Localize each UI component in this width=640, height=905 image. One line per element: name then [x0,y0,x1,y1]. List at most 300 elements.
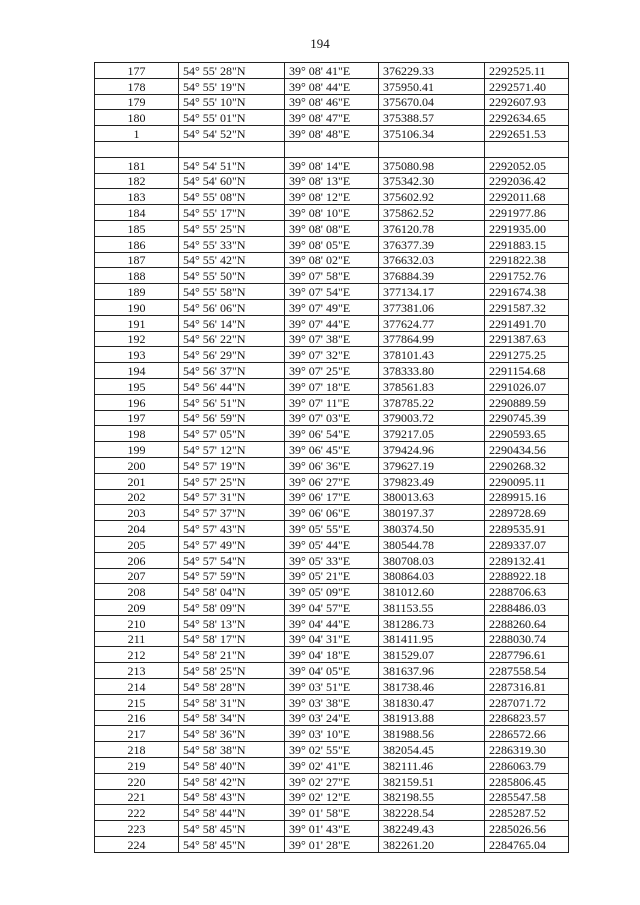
longitude-cell: 39° 02' 12"E [285,789,379,805]
point-number-cell: 199 [95,442,179,458]
longitude-cell: 39° 05' 55"E [285,521,379,537]
longitude-cell: 39° 08' 13"E [285,173,379,189]
table-row [95,363,569,379]
x-coordinate-cell: 376229.33 [379,63,485,79]
y-coordinate-cell: 2286319.30 [485,742,569,758]
x-coordinate-cell: 379424.96 [379,442,485,458]
table-row [95,252,569,268]
x-coordinate-cell: 377624.77 [379,315,485,331]
point-number-cell: 185 [95,220,179,236]
point-number-cell: 184 [95,205,179,221]
longitude-cell: 39° 07' 25"E [285,363,379,379]
x-coordinate-cell: 375670.04 [379,94,485,110]
table-row [95,173,569,189]
longitude-cell: 39° 04' 05"E [285,663,379,679]
latitude-cell: 54° 55' 08"N [179,189,285,205]
y-coordinate-cell: 2291587.32 [485,299,569,315]
point-number-cell: 190 [95,299,179,315]
point-number-cell: 186 [95,236,179,252]
point-number-cell: 193 [95,347,179,363]
x-coordinate-cell: 382228.54 [379,805,485,821]
point-number-cell: 182 [95,173,179,189]
x-coordinate-cell: 379003.72 [379,410,485,426]
latitude-cell: 54° 58' 36"N [179,726,285,742]
longitude-cell: 39° 07' 44"E [285,315,379,331]
table-row [95,663,569,679]
point-number-cell: 197 [95,410,179,426]
latitude-cell: 54° 58' 45"N [179,821,285,837]
table-row [95,63,569,79]
x-coordinate-cell: 378561.83 [379,378,485,394]
y-coordinate-cell: 2290095.11 [485,473,569,489]
y-coordinate-cell: 2291154.68 [485,363,569,379]
point-number-cell: 178 [95,78,179,94]
longitude-cell: 39° 08' 48"E [285,126,379,142]
table-row [95,189,569,205]
point-number-cell: 212 [95,647,179,663]
x-coordinate-cell: 376632.03 [379,252,485,268]
table-row [95,378,569,394]
x-coordinate-cell: 382159.51 [379,773,485,789]
latitude-cell: 54° 56' 29"N [179,347,285,363]
y-coordinate-cell: 2291822.38 [485,252,569,268]
x-coordinate-cell: 380864.03 [379,568,485,584]
y-coordinate-cell: 2290889.59 [485,394,569,410]
x-coordinate-cell: 379627.19 [379,457,485,473]
latitude-cell: 54° 57' 59"N [179,568,285,584]
x-coordinate-cell: 381153.55 [379,600,485,616]
latitude-cell: 54° 56' 06"N [179,299,285,315]
longitude-cell: 39° 03' 10"E [285,726,379,742]
x-coordinate-cell: 381830.47 [379,694,485,710]
table-row [95,536,569,552]
x-coordinate-cell: 377134.17 [379,284,485,300]
y-coordinate-cell: 2286063.79 [485,758,569,774]
longitude-cell: 39° 07' 54"E [285,284,379,300]
point-number-cell: 206 [95,552,179,568]
longitude-cell: 39° 06' 27"E [285,473,379,489]
y-coordinate-cell: 2291977.86 [485,205,569,221]
point-number-cell: 196 [95,394,179,410]
longitude-cell: 39° 07' 38"E [285,331,379,347]
longitude-cell: 39° 01' 28"E [285,837,379,853]
table-row [95,758,569,774]
point-number-cell: 214 [95,679,179,695]
x-coordinate-cell: 381913.88 [379,710,485,726]
table-row [95,694,569,710]
latitude-cell: 54° 57' 19"N [179,457,285,473]
latitude-cell [179,141,285,157]
y-coordinate-cell: 2290434.56 [485,442,569,458]
latitude-cell: 54° 58' 13"N [179,615,285,631]
x-coordinate-cell: 375602.92 [379,189,485,205]
point-number-cell [95,141,179,157]
y-coordinate-cell: 2291883.15 [485,236,569,252]
y-coordinate-cell: 2285287.52 [485,805,569,821]
y-coordinate-cell: 2291935.00 [485,220,569,236]
latitude-cell: 54° 54' 52"N [179,126,285,142]
longitude-cell: 39° 07' 32"E [285,347,379,363]
latitude-cell: 54° 56' 37"N [179,363,285,379]
point-number-cell: 181 [95,157,179,173]
y-coordinate-cell: 2287558.54 [485,663,569,679]
table-row [95,126,569,142]
longitude-cell: 39° 08' 41"E [285,63,379,79]
point-number-cell: 198 [95,426,179,442]
y-coordinate-cell: 2288706.63 [485,584,569,600]
y-coordinate-cell: 2292634.65 [485,110,569,126]
longitude-cell: 39° 02' 41"E [285,758,379,774]
table-row [95,631,569,647]
table-row [95,647,569,663]
table-row [95,679,569,695]
x-coordinate-cell: 380197.37 [379,505,485,521]
longitude-cell: 39° 06' 45"E [285,442,379,458]
table-row [95,299,569,315]
x-coordinate-cell: 380708.03 [379,552,485,568]
longitude-cell: 39° 05' 33"E [285,552,379,568]
table-row [95,505,569,521]
latitude-cell: 54° 55' 42"N [179,252,285,268]
y-coordinate-cell: 2288030.74 [485,631,569,647]
table-row [95,284,569,300]
longitude-cell: 39° 05' 44"E [285,536,379,552]
point-number-cell: 1 [95,126,179,142]
table-row [95,457,569,473]
latitude-cell: 54° 56' 51"N [179,394,285,410]
x-coordinate-cell: 377381.06 [379,299,485,315]
longitude-cell: 39° 04' 18"E [285,647,379,663]
y-coordinate-cell: 2292607.93 [485,94,569,110]
point-number-cell: 211 [95,631,179,647]
x-coordinate-cell: 382249.43 [379,821,485,837]
table-row [95,331,569,347]
table-row [95,789,569,805]
x-coordinate-cell: 375950.41 [379,78,485,94]
y-coordinate-cell: 2291674.38 [485,284,569,300]
table-row [95,110,569,126]
point-number-cell: 217 [95,726,179,742]
longitude-cell: 39° 07' 03"E [285,410,379,426]
table-row [95,426,569,442]
point-number-cell: 223 [95,821,179,837]
table-row [95,220,569,236]
y-coordinate-cell: 2292052.05 [485,157,569,173]
point-number-cell: 179 [95,94,179,110]
x-coordinate-cell: 378333.80 [379,363,485,379]
y-coordinate-cell: 2291275.25 [485,347,569,363]
table-row [95,268,569,284]
latitude-cell: 54° 57' 25"N [179,473,285,489]
x-coordinate-cell: 380544.78 [379,536,485,552]
longitude-cell: 39° 08' 14"E [285,157,379,173]
y-coordinate-cell: 2287796.61 [485,647,569,663]
latitude-cell: 54° 55' 50"N [179,268,285,284]
latitude-cell: 54° 56' 59"N [179,410,285,426]
latitude-cell: 54° 57' 37"N [179,505,285,521]
x-coordinate-cell: 375342.30 [379,173,485,189]
table-row [95,742,569,758]
longitude-cell: 39° 01' 43"E [285,821,379,837]
y-coordinate-cell: 2287316.81 [485,679,569,695]
x-coordinate-cell: 382261.20 [379,837,485,853]
page-number: 194 [310,36,330,51]
table-row [95,442,569,458]
x-coordinate-cell: 375080.98 [379,157,485,173]
longitude-cell: 39° 05' 09"E [285,584,379,600]
table-row [95,821,569,837]
y-coordinate-cell: 2290745.39 [485,410,569,426]
y-coordinate-cell: 2285547.58 [485,789,569,805]
table-row [95,552,569,568]
latitude-cell: 54° 55' 58"N [179,284,285,300]
point-number-cell: 201 [95,473,179,489]
table-row [95,315,569,331]
table-row [95,141,569,157]
table-row [95,347,569,363]
latitude-cell: 54° 57' 54"N [179,552,285,568]
point-number-cell: 183 [95,189,179,205]
y-coordinate-cell: 2292651.53 [485,126,569,142]
table-row [95,473,569,489]
table-row [95,584,569,600]
point-number-cell: 224 [95,837,179,853]
y-coordinate-cell: 2286572.66 [485,726,569,742]
point-number-cell: 221 [95,789,179,805]
y-coordinate-cell: 2289535.91 [485,521,569,537]
latitude-cell: 54° 58' 28"N [179,679,285,695]
x-coordinate-cell: 379217.05 [379,426,485,442]
y-coordinate-cell: 2292525.11 [485,63,569,79]
y-coordinate-cell: 2287071.72 [485,694,569,710]
y-coordinate-cell: 2289132.41 [485,552,569,568]
latitude-cell: 54° 58' 42"N [179,773,285,789]
x-coordinate-cell: 375388.57 [379,110,485,126]
y-coordinate-cell: 2288486.03 [485,600,569,616]
longitude-cell: 39° 08' 10"E [285,205,379,221]
longitude-cell: 39° 04' 31"E [285,631,379,647]
point-number-cell: 191 [95,315,179,331]
point-number-cell: 180 [95,110,179,126]
longitude-cell: 39° 08' 02"E [285,252,379,268]
latitude-cell: 54° 58' 25"N [179,663,285,679]
x-coordinate-cell: 376120.78 [379,220,485,236]
point-number-cell: 216 [95,710,179,726]
x-coordinate-cell: 381988.56 [379,726,485,742]
latitude-cell: 54° 57' 49"N [179,536,285,552]
x-coordinate-cell: 377864.99 [379,331,485,347]
point-number-cell: 204 [95,521,179,537]
latitude-cell: 54° 55' 28"N [179,63,285,79]
x-coordinate-cell: 378101.43 [379,347,485,363]
latitude-cell: 54° 54' 51"N [179,157,285,173]
y-coordinate-cell: 2289915.16 [485,489,569,505]
table-row [95,773,569,789]
point-number-cell: 220 [95,773,179,789]
table-row [95,568,569,584]
table-row [95,394,569,410]
point-number-cell: 195 [95,378,179,394]
x-coordinate-cell: 382198.55 [379,789,485,805]
latitude-cell: 54° 57' 31"N [179,489,285,505]
table-row [95,726,569,742]
y-coordinate-cell: 2288260.64 [485,615,569,631]
x-coordinate-cell: 376377.39 [379,236,485,252]
longitude-cell: 39° 02' 55"E [285,742,379,758]
x-coordinate-cell: 378785.22 [379,394,485,410]
latitude-cell: 54° 55' 01"N [179,110,285,126]
longitude-cell: 39° 03' 51"E [285,679,379,695]
x-coordinate-cell: 382054.45 [379,742,485,758]
longitude-cell: 39° 03' 24"E [285,710,379,726]
latitude-cell: 54° 58' 38"N [179,742,285,758]
point-number-cell: 189 [95,284,179,300]
latitude-cell: 54° 58' 31"N [179,694,285,710]
point-number-cell: 177 [95,63,179,79]
longitude-cell [285,141,379,157]
latitude-cell: 54° 57' 05"N [179,426,285,442]
table-row [95,837,569,853]
point-number-cell: 202 [95,489,179,505]
x-coordinate-cell [379,141,485,157]
x-coordinate-cell: 382111.46 [379,758,485,774]
y-coordinate-cell: 2291752.76 [485,268,569,284]
latitude-cell: 54° 56' 14"N [179,315,285,331]
table-row [95,710,569,726]
longitude-cell: 39° 07' 58"E [285,268,379,284]
longitude-cell: 39° 01' 58"E [285,805,379,821]
x-coordinate-cell: 381738.46 [379,679,485,695]
point-number-cell: 203 [95,505,179,521]
longitude-cell: 39° 08' 12"E [285,189,379,205]
table-row [95,236,569,252]
latitude-cell: 54° 58' 44"N [179,805,285,821]
y-coordinate-cell: 2291491.70 [485,315,569,331]
point-number-cell: 200 [95,457,179,473]
table-row [95,615,569,631]
latitude-cell: 54° 58' 45"N [179,837,285,853]
coordinates-table-body [95,63,569,853]
longitude-cell: 39° 07' 18"E [285,378,379,394]
latitude-cell: 54° 55' 25"N [179,220,285,236]
latitude-cell: 54° 58' 17"N [179,631,285,647]
point-number-cell: 210 [95,615,179,631]
x-coordinate-cell: 381286.73 [379,615,485,631]
latitude-cell: 54° 55' 17"N [179,205,285,221]
x-coordinate-cell: 375106.34 [379,126,485,142]
x-coordinate-cell: 380374.50 [379,521,485,537]
table-row [95,410,569,426]
y-coordinate-cell: 2290593.65 [485,426,569,442]
y-coordinate-cell: 2291026.07 [485,378,569,394]
y-coordinate-cell: 2289728.69 [485,505,569,521]
latitude-cell: 54° 55' 10"N [179,94,285,110]
x-coordinate-cell: 379823.49 [379,473,485,489]
longitude-cell: 39° 08' 08"E [285,220,379,236]
longitude-cell: 39° 08' 44"E [285,78,379,94]
longitude-cell: 39° 06' 36"E [285,457,379,473]
table-row [95,489,569,505]
table-row [95,600,569,616]
table-row [95,805,569,821]
point-number-cell: 213 [95,663,179,679]
x-coordinate-cell: 381637.96 [379,663,485,679]
point-number-cell: 215 [95,694,179,710]
y-coordinate-cell: 2285026.56 [485,821,569,837]
point-number-cell: 192 [95,331,179,347]
x-coordinate-cell: 381529.07 [379,647,485,663]
table-row [95,521,569,537]
y-coordinate-cell: 2292036.42 [485,173,569,189]
longitude-cell: 39° 04' 44"E [285,615,379,631]
longitude-cell: 39° 08' 46"E [285,94,379,110]
latitude-cell: 54° 57' 12"N [179,442,285,458]
y-coordinate-cell: 2291387.63 [485,331,569,347]
point-number-cell: 209 [95,600,179,616]
coordinates-table [94,62,569,853]
x-coordinate-cell: 381012.60 [379,584,485,600]
point-number-cell: 207 [95,568,179,584]
y-coordinate-cell: 2292571.40 [485,78,569,94]
longitude-cell: 39° 07' 49"E [285,299,379,315]
point-number-cell: 218 [95,742,179,758]
latitude-cell: 54° 54' 60"N [179,173,285,189]
y-coordinate-cell: 2284765.04 [485,837,569,853]
longitude-cell: 39° 06' 17"E [285,489,379,505]
latitude-cell: 54° 55' 33"N [179,236,285,252]
point-number-cell: 205 [95,536,179,552]
latitude-cell: 54° 58' 34"N [179,710,285,726]
table-row [95,205,569,221]
y-coordinate-cell [485,141,569,157]
point-number-cell: 194 [95,363,179,379]
y-coordinate-cell: 2290268.32 [485,457,569,473]
longitude-cell: 39° 03' 38"E [285,694,379,710]
table-row [95,78,569,94]
longitude-cell: 39° 04' 57"E [285,600,379,616]
latitude-cell: 54° 58' 09"N [179,600,285,616]
x-coordinate-cell: 375862.52 [379,205,485,221]
longitude-cell: 39° 08' 05"E [285,236,379,252]
point-number-cell: 188 [95,268,179,284]
longitude-cell: 39° 07' 11"E [285,394,379,410]
latitude-cell: 54° 58' 40"N [179,758,285,774]
y-coordinate-cell: 2285806.45 [485,773,569,789]
x-coordinate-cell: 381411.95 [379,631,485,647]
y-coordinate-cell: 2289337.07 [485,536,569,552]
latitude-cell: 54° 58' 04"N [179,584,285,600]
point-number-cell: 222 [95,805,179,821]
y-coordinate-cell: 2288922.18 [485,568,569,584]
point-number-cell: 219 [95,758,179,774]
latitude-cell: 54° 58' 43"N [179,789,285,805]
table-row [95,157,569,173]
y-coordinate-cell: 2292011.68 [485,189,569,205]
latitude-cell: 54° 57' 43"N [179,521,285,537]
longitude-cell: 39° 08' 47"E [285,110,379,126]
latitude-cell: 54° 58' 21"N [179,647,285,663]
point-number-cell: 187 [95,252,179,268]
longitude-cell: 39° 06' 54"E [285,426,379,442]
x-coordinate-cell: 380013.63 [379,489,485,505]
latitude-cell: 54° 55' 19"N [179,78,285,94]
point-number-cell: 208 [95,584,179,600]
latitude-cell: 54° 56' 22"N [179,331,285,347]
table-row [95,94,569,110]
x-coordinate-cell: 376884.39 [379,268,485,284]
y-coordinate-cell: 2286823.57 [485,710,569,726]
longitude-cell: 39° 06' 06"E [285,505,379,521]
